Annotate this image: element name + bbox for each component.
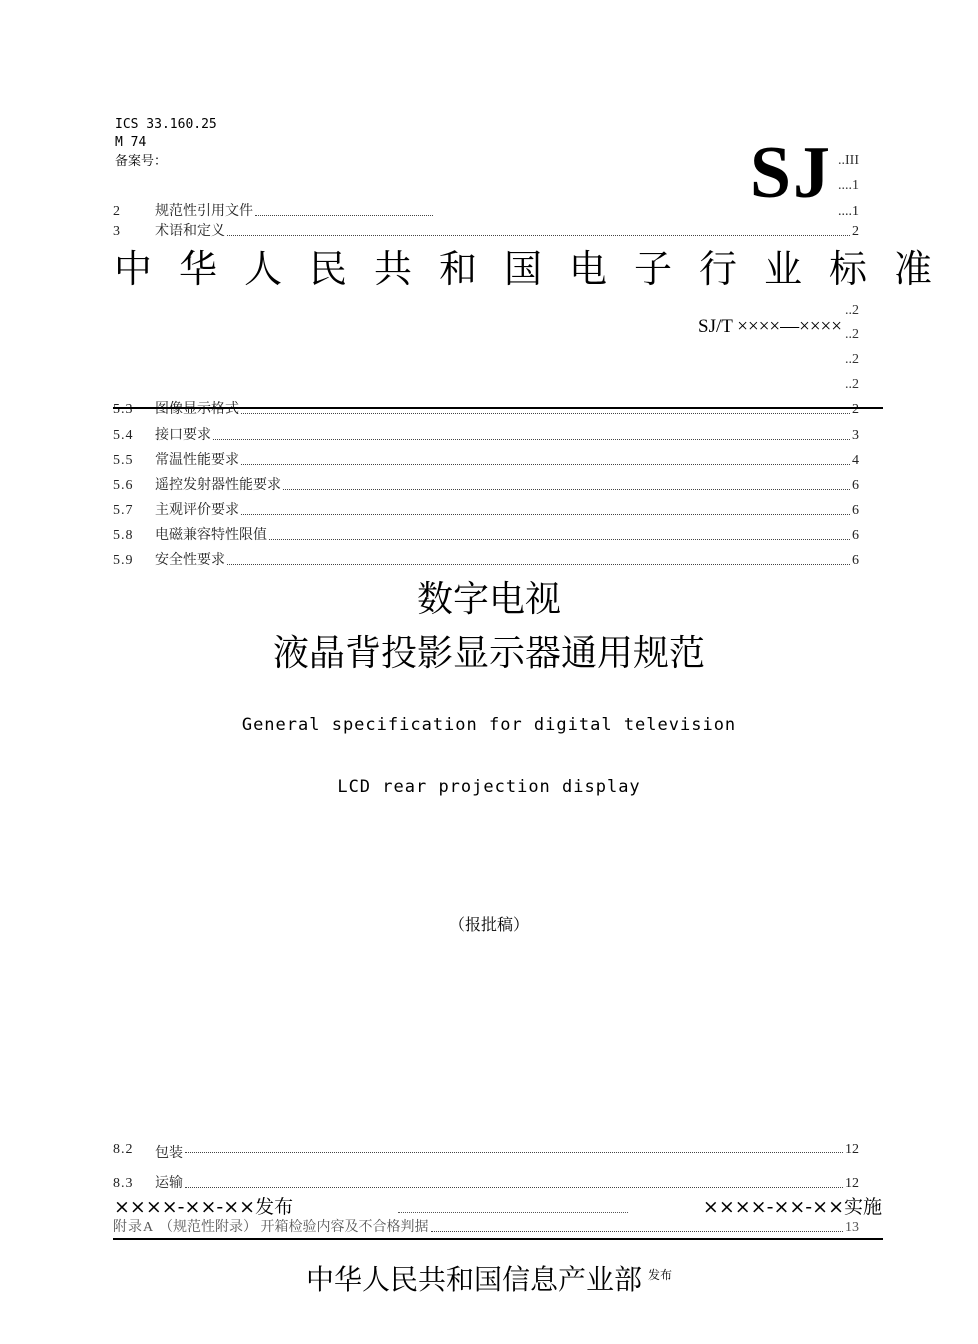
toc-row[interactable] <box>113 449 859 469</box>
toc-title: 接口要求 <box>155 428 211 443</box>
toc-page: 2 <box>852 402 859 417</box>
toc-page: 6 <box>852 528 859 543</box>
toc-title: 术语和定义 <box>155 224 225 239</box>
toc-row[interactable] <box>113 524 859 544</box>
toc-leader <box>283 489 850 490</box>
draft-status: （报批稿） <box>448 915 529 934</box>
toc-num: 5.8 <box>113 528 134 543</box>
implement-date: ××××-××-××实施 <box>702 1196 882 1218</box>
toc-title: 遥控发射器性能要求 <box>155 478 281 493</box>
toc-fragment: ..2 <box>845 327 859 342</box>
toc-page: 13 <box>845 1220 859 1235</box>
title-en-line2: LCD rear projection display <box>337 777 641 797</box>
publish-date: ××××-××-××发布 <box>114 1196 294 1218</box>
title-cn-line1: 数字电视 <box>416 579 561 620</box>
toc-page: 12 <box>845 1176 859 1191</box>
toc-title: 运输 <box>155 1176 183 1191</box>
issuer-suffix: 发布 <box>648 1267 673 1282</box>
toc-row[interactable] <box>113 474 859 494</box>
toc-num: 5.6 <box>113 478 134 493</box>
footer-rule <box>113 1238 883 1240</box>
toc-leader <box>227 564 850 565</box>
toc-row[interactable] <box>113 1220 859 1236</box>
classification-code: M 74 <box>115 135 147 150</box>
toc-num: 5.7 <box>113 503 134 518</box>
toc-title: 包装 <box>155 1146 183 1161</box>
toc-leader <box>241 413 850 414</box>
toc-page: 6 <box>852 478 859 493</box>
toc-row[interactable] <box>113 549 859 569</box>
toc-title: 图像显示格式 <box>155 402 239 417</box>
toc-fragment: ..2 <box>845 352 859 367</box>
toc-page: 12 <box>845 1142 859 1157</box>
toc-num: 3 <box>113 224 121 239</box>
toc-page: 3 <box>852 428 859 443</box>
filing-label: 备案号： <box>115 154 168 169</box>
toc-row[interactable] <box>113 1142 859 1164</box>
toc-page: 4 <box>852 453 859 468</box>
toc-row[interactable] <box>113 224 859 240</box>
toc-leader <box>185 1187 843 1188</box>
toc-fragment: ..2 <box>845 377 859 392</box>
title-en-line1: General specification for digital television <box>241 715 737 735</box>
toc-title: 电磁兼容特性限值 <box>155 528 267 543</box>
toc-leader <box>227 235 850 236</box>
toc-num: 5.4 <box>113 428 134 443</box>
toc-leader <box>431 1231 844 1232</box>
toc-row[interactable] <box>113 200 859 220</box>
toc-num: 附录A <box>113 1220 155 1235</box>
title-cn-line2: 液晶背投影显示器通用规范 <box>272 633 705 674</box>
issuer-name: 中华人民共和国信息产业部 <box>305 1263 642 1296</box>
toc-leader <box>255 215 433 216</box>
toc-fragment: ..III <box>838 153 859 168</box>
toc-row[interactable] <box>113 499 859 519</box>
toc-leader <box>185 1152 843 1153</box>
standard-category: 中华人民共和国电子行业标准 <box>114 247 960 291</box>
toc-page: ....1 <box>838 204 859 219</box>
standard-number: SJ/T ××××—×××× <box>698 316 842 337</box>
ics-code: ICS 33.160.25 <box>115 117 217 132</box>
toc-leader <box>241 514 850 515</box>
toc-page: 6 <box>852 503 859 518</box>
toc-title: （规范性附录） 开箱检验内容及不合格判据 <box>159 1220 429 1235</box>
issuer <box>0 1258 978 1298</box>
toc-num: 5.5 <box>113 453 134 468</box>
toc-num: 8.3 <box>113 1176 134 1191</box>
toc-leader <box>269 539 850 540</box>
toc-title: 主观评价要求 <box>155 503 239 518</box>
header-rule <box>113 407 883 409</box>
toc-num: 8.2 <box>113 1142 134 1157</box>
toc-num: 2 <box>113 204 121 219</box>
toc-title: 常温性能要求 <box>155 453 239 468</box>
toc-page: 6 <box>852 553 859 568</box>
toc-page: 2 <box>852 224 859 239</box>
toc-fragment: ....1 <box>838 178 859 193</box>
toc-num: 5.9 <box>113 553 134 568</box>
sj-logo: SJ <box>749 132 832 214</box>
toc-leader <box>241 464 850 465</box>
toc-title: 规范性引用文件 <box>155 204 253 219</box>
toc-fragment: ..2 <box>845 303 859 318</box>
toc-row[interactable] <box>113 1172 859 1192</box>
toc-title: 安全性要求 <box>155 553 225 568</box>
date-leader <box>398 1212 628 1213</box>
toc-num: 5.3 <box>113 402 134 417</box>
toc-row[interactable] <box>113 424 859 444</box>
toc-leader <box>213 439 850 440</box>
